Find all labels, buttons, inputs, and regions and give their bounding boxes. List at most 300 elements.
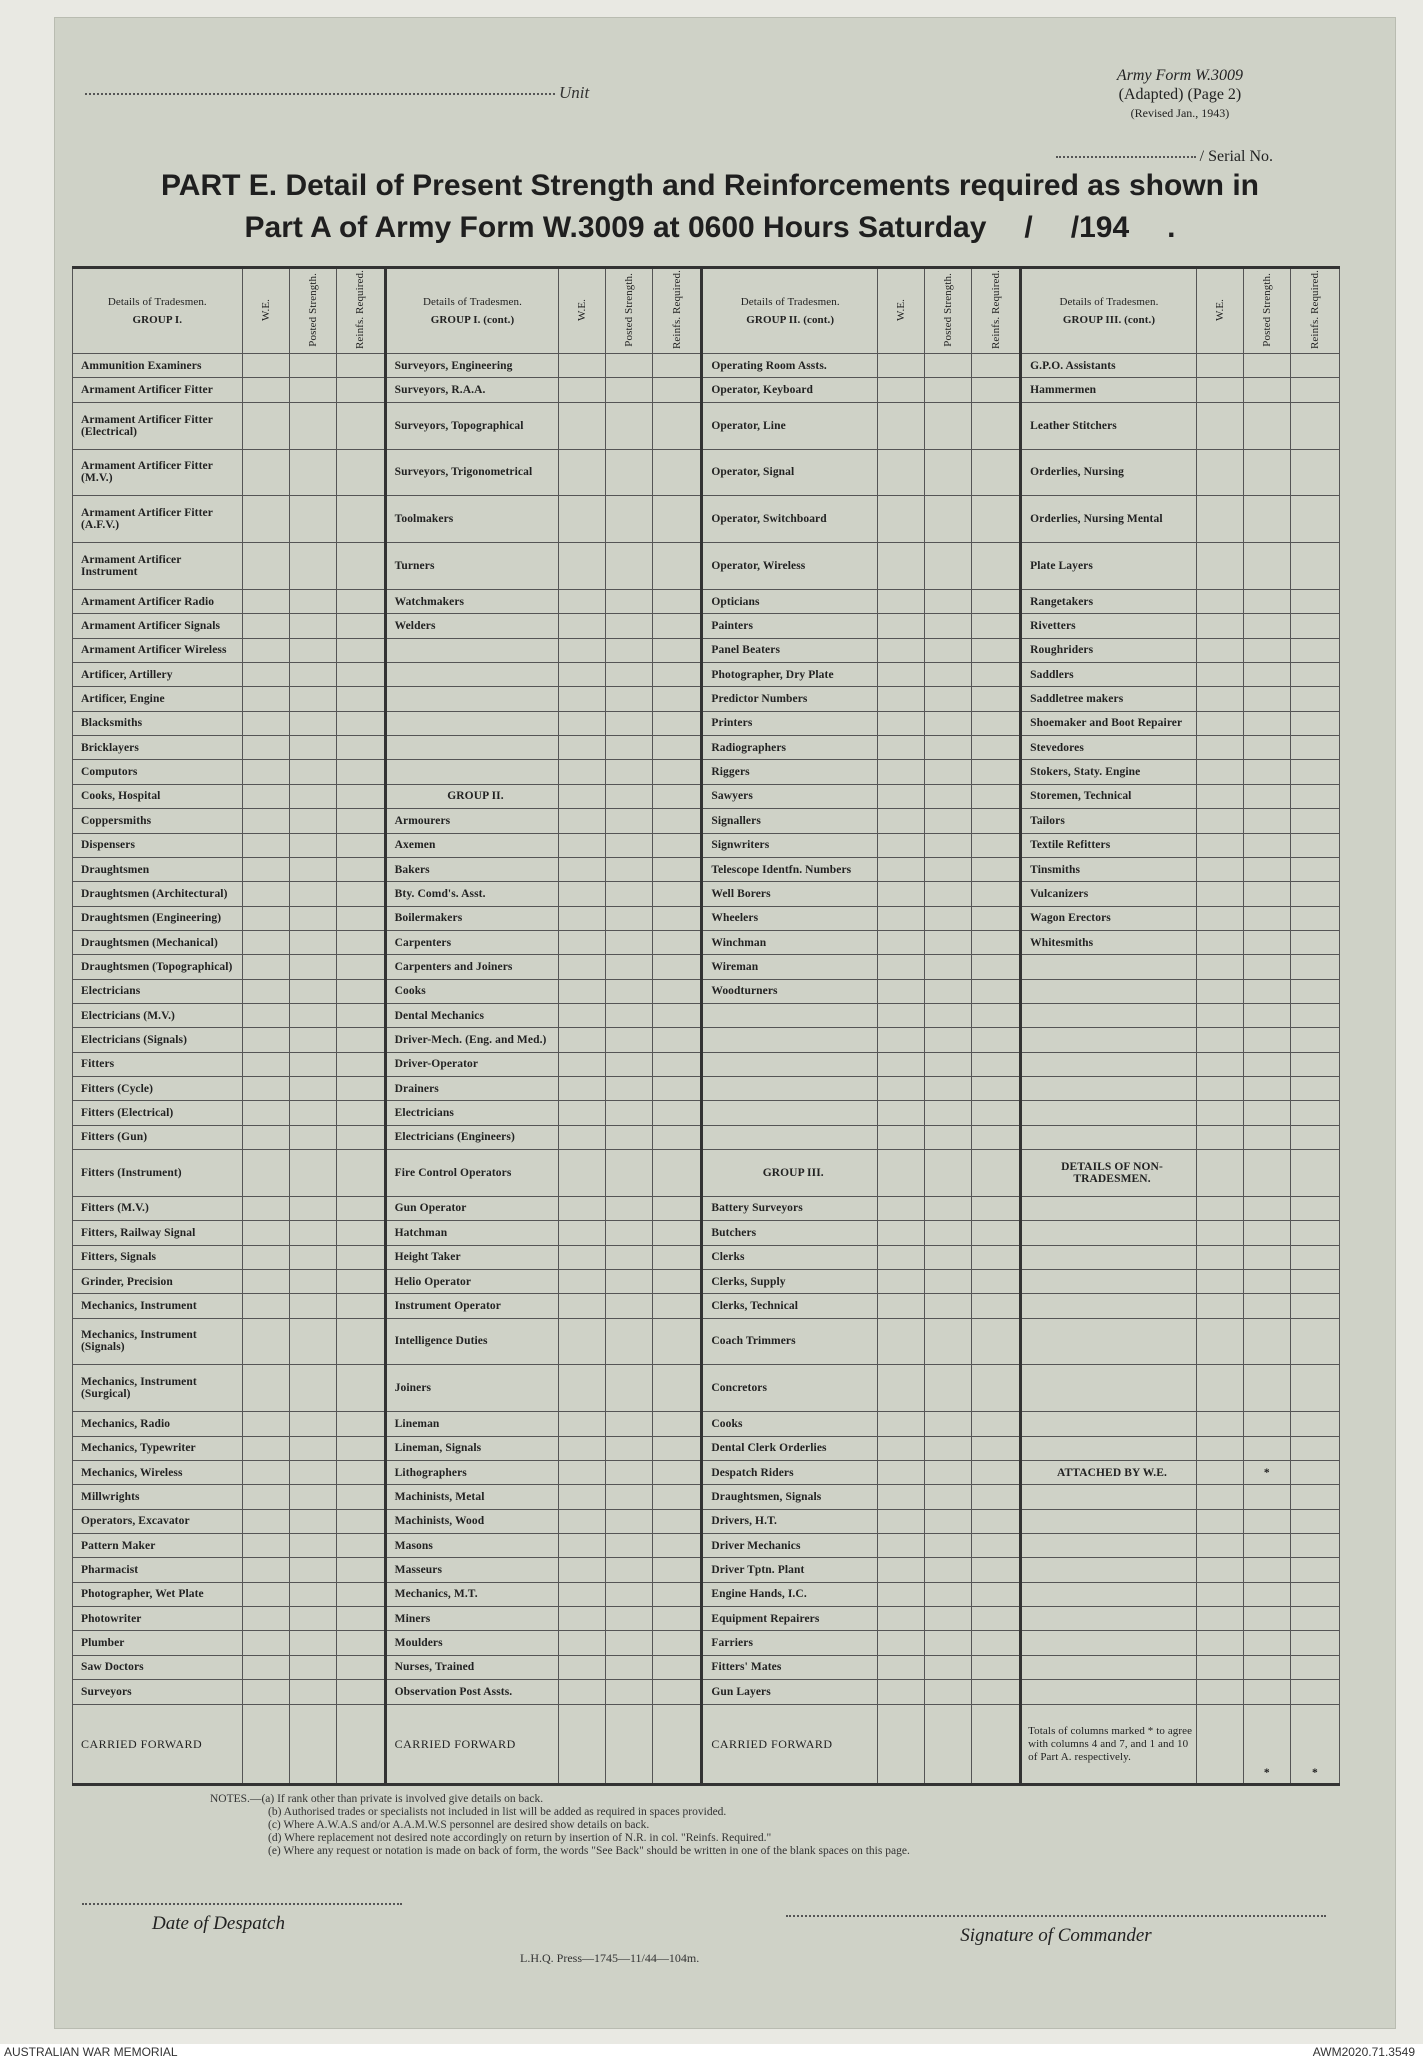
- reinfs-entry-cell[interactable]: [1290, 1003, 1339, 1027]
- we-entry-cell[interactable]: [559, 882, 606, 906]
- we-entry-cell[interactable]: [559, 1269, 606, 1293]
- we-entry-cell[interactable]: [1196, 1196, 1243, 1220]
- reinfs-entry-cell[interactable]: [653, 1125, 702, 1149]
- we-total-cell[interactable]: [242, 1705, 289, 1785]
- reinfs-entry-cell[interactable]: [972, 1460, 1021, 1484]
- reinfs-entry-cell[interactable]: [1290, 378, 1339, 402]
- we-entry-cell[interactable]: [1196, 1149, 1243, 1196]
- reinfs-entry-cell[interactable]: [653, 402, 702, 449]
- posted-entry-cell[interactable]: [1243, 1412, 1290, 1436]
- we-entry-cell[interactable]: [559, 1680, 606, 1705]
- reinfs-entry-cell[interactable]: [653, 1412, 702, 1436]
- reinfs-entry-cell[interactable]: [336, 1318, 385, 1365]
- posted-entry-cell[interactable]: [289, 711, 336, 735]
- posted-entry-cell[interactable]: [289, 1365, 336, 1412]
- posted-entry-cell[interactable]: [289, 449, 336, 496]
- posted-entry-cell[interactable]: [1243, 979, 1290, 1003]
- posted-entry-cell[interactable]: [925, 1436, 972, 1460]
- posted-entry-cell[interactable]: [925, 1003, 972, 1027]
- we-entry-cell[interactable]: [1196, 1365, 1243, 1412]
- we-entry-cell[interactable]: [1196, 378, 1243, 402]
- posted-entry-cell[interactable]: [289, 1076, 336, 1100]
- reinfs-entry-cell[interactable]: [1290, 1294, 1339, 1318]
- we-entry-cell[interactable]: [242, 378, 289, 402]
- we-entry-cell[interactable]: [559, 402, 606, 449]
- posted-entry-cell[interactable]: [925, 1680, 972, 1705]
- posted-entry-cell[interactable]: [925, 687, 972, 711]
- reinfs-entry-cell[interactable]: [653, 1485, 702, 1509]
- posted-entry-cell[interactable]: [289, 1269, 336, 1293]
- reinfs-entry-cell[interactable]: [336, 760, 385, 784]
- posted-entry-cell[interactable]: [925, 1655, 972, 1679]
- we-entry-cell[interactable]: [559, 736, 606, 760]
- posted-entry-cell[interactable]: [606, 663, 653, 687]
- we-entry-cell[interactable]: [878, 857, 925, 881]
- reinfs-entry-cell[interactable]: [653, 1003, 702, 1027]
- we-entry-cell[interactable]: [242, 784, 289, 808]
- reinfs-entry-cell[interactable]: [1290, 930, 1339, 954]
- we-entry-cell[interactable]: [878, 1436, 925, 1460]
- reinfs-entry-cell[interactable]: [653, 1245, 702, 1269]
- we-entry-cell[interactable]: [242, 1221, 289, 1245]
- we-entry-cell[interactable]: [878, 1412, 925, 1436]
- we-entry-cell[interactable]: [559, 663, 606, 687]
- reinfs-entry-cell[interactable]: [972, 590, 1021, 614]
- posted-entry-cell[interactable]: [606, 1149, 653, 1196]
- we-entry-cell[interactable]: [1196, 354, 1243, 378]
- we-entry-cell[interactable]: [878, 1221, 925, 1245]
- reinfs-entry-cell[interactable]: [1290, 809, 1339, 833]
- posted-entry-cell[interactable]: [1243, 833, 1290, 857]
- posted-entry-cell[interactable]: [1243, 1436, 1290, 1460]
- reinfs-entry-cell[interactable]: [653, 614, 702, 638]
- reinfs-entry-cell[interactable]: [653, 1269, 702, 1293]
- reinfs-entry-cell[interactable]: [336, 354, 385, 378]
- reinfs-entry-cell[interactable]: [653, 1076, 702, 1100]
- reinfs-entry-cell[interactable]: [336, 1436, 385, 1460]
- we-entry-cell[interactable]: [242, 1101, 289, 1125]
- reinfs-entry-cell[interactable]: [336, 1221, 385, 1245]
- posted-entry-cell[interactable]: [925, 354, 972, 378]
- posted-entry-cell[interactable]: [925, 857, 972, 881]
- reinfs-entry-cell[interactable]: [1290, 882, 1339, 906]
- reinfs-entry-cell[interactable]: [336, 882, 385, 906]
- reinfs-entry-cell[interactable]: [1290, 979, 1339, 1003]
- reinfs-entry-cell[interactable]: [653, 1655, 702, 1679]
- we-entry-cell[interactable]: [242, 1052, 289, 1076]
- we-entry-cell[interactable]: [1196, 1294, 1243, 1318]
- posted-entry-cell[interactable]: [925, 1028, 972, 1052]
- reinfs-entry-cell[interactable]: [1290, 1655, 1339, 1679]
- reinfs-entry-cell[interactable]: [1290, 711, 1339, 735]
- reinfs-entry-cell[interactable]: [336, 711, 385, 735]
- posted-entry-cell[interactable]: [1243, 1582, 1290, 1606]
- we-entry-cell[interactable]: [1196, 882, 1243, 906]
- we-entry-cell[interactable]: [878, 979, 925, 1003]
- we-entry-cell[interactable]: [559, 1294, 606, 1318]
- posted-entry-cell[interactable]: [1243, 1485, 1290, 1509]
- we-entry-cell[interactable]: [559, 1245, 606, 1269]
- reinfs-entry-cell[interactable]: [653, 1028, 702, 1052]
- posted-entry-cell[interactable]: [1243, 1028, 1290, 1052]
- we-entry-cell[interactable]: [878, 955, 925, 979]
- reinfs-entry-cell[interactable]: [972, 1509, 1021, 1533]
- we-entry-cell[interactable]: [878, 784, 925, 808]
- posted-entry-cell[interactable]: [925, 882, 972, 906]
- posted-entry-cell[interactable]: [606, 1606, 653, 1630]
- reinfs-entry-cell[interactable]: [972, 1655, 1021, 1679]
- reinfs-entry-cell[interactable]: [972, 906, 1021, 930]
- we-entry-cell[interactable]: [878, 1509, 925, 1533]
- posted-entry-cell[interactable]: [289, 1680, 336, 1705]
- reinfs-entry-cell[interactable]: [1290, 1221, 1339, 1245]
- reinfs-entry-cell[interactable]: [972, 1318, 1021, 1365]
- reinfs-entry-cell[interactable]: [653, 1582, 702, 1606]
- we-entry-cell[interactable]: [878, 1680, 925, 1705]
- we-entry-cell[interactable]: [242, 1003, 289, 1027]
- reinfs-entry-cell[interactable]: [972, 882, 1021, 906]
- reinfs-entry-cell[interactable]: [972, 1533, 1021, 1557]
- reinfs-entry-cell[interactable]: [972, 1028, 1021, 1052]
- posted-entry-cell[interactable]: [1243, 736, 1290, 760]
- reinfs-entry-cell[interactable]: [972, 687, 1021, 711]
- we-entry-cell[interactable]: [1196, 1412, 1243, 1436]
- posted-entry-cell[interactable]: [289, 1003, 336, 1027]
- posted-entry-cell[interactable]: [925, 1196, 972, 1220]
- we-entry-cell[interactable]: [559, 496, 606, 543]
- reinfs-entry-cell[interactable]: [336, 1149, 385, 1196]
- reinfs-entry-cell[interactable]: [653, 833, 702, 857]
- posted-entry-cell[interactable]: [1243, 906, 1290, 930]
- posted-entry-cell[interactable]: [925, 784, 972, 808]
- reinfs-entry-cell[interactable]: [653, 378, 702, 402]
- reinfs-entry-cell[interactable]: [653, 1460, 702, 1484]
- we-entry-cell[interactable]: [242, 663, 289, 687]
- we-entry-cell[interactable]: [559, 1003, 606, 1027]
- posted-entry-cell[interactable]: [1243, 354, 1290, 378]
- we-entry-cell[interactable]: [878, 354, 925, 378]
- posted-entry-cell[interactable]: [606, 930, 653, 954]
- we-entry-cell[interactable]: [559, 1221, 606, 1245]
- reinfs-entry-cell[interactable]: [653, 979, 702, 1003]
- posted-entry-cell[interactable]: [289, 784, 336, 808]
- we-entry-cell[interactable]: [242, 760, 289, 784]
- posted-entry-cell[interactable]: [925, 663, 972, 687]
- we-entry-cell[interactable]: [242, 979, 289, 1003]
- reinfs-entry-cell[interactable]: [653, 882, 702, 906]
- reinfs-entry-cell[interactable]: [972, 1412, 1021, 1436]
- reinfs-entry-cell[interactable]: [336, 1269, 385, 1293]
- posted-entry-cell[interactable]: [925, 1076, 972, 1100]
- reinfs-entry-cell[interactable]: [1290, 543, 1339, 590]
- reinfs-entry-cell[interactable]: [336, 1460, 385, 1484]
- reinfs-entry-cell[interactable]: [336, 638, 385, 662]
- posted-entry-cell[interactable]: [925, 1269, 972, 1293]
- we-entry-cell[interactable]: [878, 663, 925, 687]
- we-entry-cell[interactable]: [559, 1365, 606, 1412]
- posted-entry-cell[interactable]: [606, 1196, 653, 1220]
- reinfs-entry-cell[interactable]: [653, 1149, 702, 1196]
- reinfs-entry-cell[interactable]: [653, 1221, 702, 1245]
- posted-entry-cell[interactable]: [606, 760, 653, 784]
- reinfs-entry-cell[interactable]: [1290, 663, 1339, 687]
- we-entry-cell[interactable]: [878, 543, 925, 590]
- reinfs-entry-cell[interactable]: [1290, 1365, 1339, 1412]
- we-entry-cell[interactable]: [242, 1606, 289, 1630]
- reinfs-entry-cell[interactable]: [653, 638, 702, 662]
- we-entry-cell[interactable]: [1196, 1318, 1243, 1365]
- we-entry-cell[interactable]: [1196, 496, 1243, 543]
- reinfs-entry-cell[interactable]: [336, 784, 385, 808]
- we-entry-cell[interactable]: [242, 543, 289, 590]
- we-entry-cell[interactable]: [559, 1149, 606, 1196]
- posted-entry-cell[interactable]: [925, 1509, 972, 1533]
- reinfs-entry-cell[interactable]: [336, 543, 385, 590]
- reinfs-entry-cell[interactable]: [972, 1003, 1021, 1027]
- we-entry-cell[interactable]: [242, 1680, 289, 1705]
- we-entry-cell[interactable]: [1196, 1680, 1243, 1705]
- posted-entry-cell[interactable]: [925, 378, 972, 402]
- posted-entry-cell[interactable]: [925, 1294, 972, 1318]
- reinfs-entry-cell[interactable]: [336, 1509, 385, 1533]
- posted-entry-cell[interactable]: [289, 687, 336, 711]
- reinfs-entry-cell[interactable]: [336, 449, 385, 496]
- reinfs-entry-cell[interactable]: [972, 1582, 1021, 1606]
- posted-entry-cell[interactable]: [606, 1582, 653, 1606]
- reinfs-entry-cell[interactable]: [1290, 857, 1339, 881]
- reinfs-total-cell[interactable]: *: [1290, 1705, 1339, 1785]
- reinfs-entry-cell[interactable]: [1290, 1485, 1339, 1509]
- posted-entry-cell[interactable]: [1243, 1003, 1290, 1027]
- we-entry-cell[interactable]: [242, 809, 289, 833]
- posted-entry-cell[interactable]: [925, 1221, 972, 1245]
- reinfs-entry-cell[interactable]: [972, 784, 1021, 808]
- reinfs-entry-cell[interactable]: [1290, 1028, 1339, 1052]
- reinfs-entry-cell[interactable]: [653, 1101, 702, 1125]
- posted-entry-cell[interactable]: [1243, 1558, 1290, 1582]
- we-entry-cell[interactable]: [878, 1269, 925, 1293]
- reinfs-entry-cell[interactable]: [653, 1558, 702, 1582]
- posted-entry-cell[interactable]: [289, 1245, 336, 1269]
- we-entry-cell[interactable]: [559, 760, 606, 784]
- reinfs-entry-cell[interactable]: [972, 711, 1021, 735]
- reinfs-entry-cell[interactable]: [972, 1101, 1021, 1125]
- posted-entry-cell[interactable]: [925, 1125, 972, 1149]
- reinfs-entry-cell[interactable]: [972, 1052, 1021, 1076]
- reinfs-entry-cell[interactable]: [653, 663, 702, 687]
- reinfs-entry-cell[interactable]: [336, 1582, 385, 1606]
- posted-entry-cell[interactable]: [289, 882, 336, 906]
- posted-entry-cell[interactable]: [1243, 1269, 1290, 1293]
- we-entry-cell[interactable]: [1196, 663, 1243, 687]
- posted-entry-cell[interactable]: [1243, 1533, 1290, 1557]
- we-entry-cell[interactable]: [878, 760, 925, 784]
- reinfs-entry-cell[interactable]: [653, 1318, 702, 1365]
- posted-entry-cell[interactable]: [925, 590, 972, 614]
- we-entry-cell[interactable]: [559, 809, 606, 833]
- we-entry-cell[interactable]: [242, 402, 289, 449]
- reinfs-entry-cell[interactable]: [1290, 1436, 1339, 1460]
- posted-total-cell[interactable]: [606, 1705, 653, 1785]
- posted-entry-cell[interactable]: [1243, 1294, 1290, 1318]
- we-entry-cell[interactable]: [878, 687, 925, 711]
- reinfs-entry-cell[interactable]: [336, 496, 385, 543]
- reinfs-entry-cell[interactable]: [972, 809, 1021, 833]
- reinfs-entry-cell[interactable]: [336, 1631, 385, 1655]
- we-entry-cell[interactable]: [1196, 930, 1243, 954]
- reinfs-entry-cell[interactable]: [336, 1196, 385, 1220]
- we-entry-cell[interactable]: [878, 449, 925, 496]
- we-entry-cell[interactable]: [1196, 1460, 1243, 1484]
- posted-entry-cell[interactable]: [606, 1003, 653, 1027]
- we-entry-cell[interactable]: [242, 1294, 289, 1318]
- reinfs-entry-cell[interactable]: [972, 378, 1021, 402]
- reinfs-entry-cell[interactable]: [336, 1680, 385, 1705]
- posted-entry-cell[interactable]: [1243, 1149, 1290, 1196]
- posted-entry-cell[interactable]: [606, 784, 653, 808]
- reinfs-entry-cell[interactable]: [972, 1436, 1021, 1460]
- reinfs-entry-cell[interactable]: [1290, 1052, 1339, 1076]
- posted-entry-cell[interactable]: [289, 496, 336, 543]
- posted-entry-cell[interactable]: [925, 711, 972, 735]
- we-entry-cell[interactable]: [559, 1052, 606, 1076]
- we-entry-cell[interactable]: [878, 378, 925, 402]
- we-entry-cell[interactable]: [242, 354, 289, 378]
- posted-entry-cell[interactable]: [606, 638, 653, 662]
- reinfs-entry-cell[interactable]: [972, 955, 1021, 979]
- posted-entry-cell[interactable]: [289, 1196, 336, 1220]
- reinfs-entry-cell[interactable]: [972, 1221, 1021, 1245]
- we-entry-cell[interactable]: [242, 736, 289, 760]
- posted-entry-cell[interactable]: [289, 402, 336, 449]
- we-entry-cell[interactable]: [878, 930, 925, 954]
- reinfs-entry-cell[interactable]: [653, 1680, 702, 1705]
- we-entry-cell[interactable]: [1196, 449, 1243, 496]
- posted-entry-cell[interactable]: [606, 496, 653, 543]
- reinfs-entry-cell[interactable]: [1290, 1101, 1339, 1125]
- we-entry-cell[interactable]: [559, 1028, 606, 1052]
- posted-entry-cell[interactable]: [925, 1245, 972, 1269]
- posted-entry-cell[interactable]: [1243, 543, 1290, 590]
- reinfs-entry-cell[interactable]: [336, 590, 385, 614]
- posted-entry-cell[interactable]: [289, 1101, 336, 1125]
- posted-entry-cell[interactable]: [606, 378, 653, 402]
- posted-entry-cell[interactable]: [1243, 1221, 1290, 1245]
- reinfs-entry-cell[interactable]: [1290, 1680, 1339, 1705]
- posted-entry-cell[interactable]: [289, 979, 336, 1003]
- reinfs-entry-cell[interactable]: [972, 638, 1021, 662]
- reinfs-entry-cell[interactable]: [1290, 614, 1339, 638]
- we-entry-cell[interactable]: [1196, 955, 1243, 979]
- reinfs-entry-cell[interactable]: [1290, 955, 1339, 979]
- reinfs-entry-cell[interactable]: [972, 1245, 1021, 1269]
- posted-entry-cell[interactable]: [1243, 1655, 1290, 1679]
- we-entry-cell[interactable]: [559, 1582, 606, 1606]
- we-entry-cell[interactable]: [242, 906, 289, 930]
- we-entry-cell[interactable]: [559, 449, 606, 496]
- we-entry-cell[interactable]: [878, 882, 925, 906]
- reinfs-entry-cell[interactable]: [972, 543, 1021, 590]
- posted-entry-cell[interactable]: [925, 1412, 972, 1436]
- reinfs-entry-cell[interactable]: [336, 1558, 385, 1582]
- we-entry-cell[interactable]: [242, 1196, 289, 1220]
- we-entry-cell[interactable]: [878, 809, 925, 833]
- posted-entry-cell[interactable]: [289, 1582, 336, 1606]
- posted-entry-cell[interactable]: [1243, 809, 1290, 833]
- we-entry-cell[interactable]: [242, 1149, 289, 1196]
- posted-entry-cell[interactable]: [1243, 1245, 1290, 1269]
- we-entry-cell[interactable]: [559, 378, 606, 402]
- reinfs-entry-cell[interactable]: [336, 736, 385, 760]
- we-total-cell[interactable]: [559, 1705, 606, 1785]
- we-entry-cell[interactable]: [242, 857, 289, 881]
- reinfs-entry-cell[interactable]: [1290, 784, 1339, 808]
- reinfs-entry-cell[interactable]: [1290, 1245, 1339, 1269]
- reinfs-entry-cell[interactable]: [1290, 590, 1339, 614]
- we-entry-cell[interactable]: [1196, 979, 1243, 1003]
- unit-dotted-line[interactable]: [85, 93, 555, 95]
- reinfs-entry-cell[interactable]: [653, 930, 702, 954]
- posted-entry-cell[interactable]: [289, 543, 336, 590]
- posted-entry-cell[interactable]: [1243, 1052, 1290, 1076]
- reinfs-entry-cell[interactable]: [653, 1509, 702, 1533]
- posted-total-cell[interactable]: [925, 1705, 972, 1785]
- posted-entry-cell[interactable]: [925, 906, 972, 930]
- posted-entry-cell[interactable]: [1243, 760, 1290, 784]
- we-entry-cell[interactable]: [1196, 638, 1243, 662]
- we-entry-cell[interactable]: [878, 1558, 925, 1582]
- posted-entry-cell[interactable]: [1243, 1509, 1290, 1533]
- reinfs-entry-cell[interactable]: [1290, 906, 1339, 930]
- reinfs-entry-cell[interactable]: [336, 1028, 385, 1052]
- we-entry-cell[interactable]: [1196, 402, 1243, 449]
- we-entry-cell[interactable]: [1196, 543, 1243, 590]
- reinfs-entry-cell[interactable]: [972, 1269, 1021, 1293]
- reinfs-entry-cell[interactable]: [1290, 1558, 1339, 1582]
- posted-entry-cell[interactable]: [606, 1076, 653, 1100]
- reinfs-entry-cell[interactable]: [1290, 1269, 1339, 1293]
- posted-entry-cell[interactable]: [925, 496, 972, 543]
- signature-of-commander-field[interactable]: [786, 1915, 1326, 1947]
- posted-entry-cell[interactable]: [289, 955, 336, 979]
- reinfs-entry-cell[interactable]: [336, 1412, 385, 1436]
- reinfs-total-cell[interactable]: [653, 1705, 702, 1785]
- we-entry-cell[interactable]: [878, 906, 925, 930]
- reinfs-entry-cell[interactable]: [653, 1365, 702, 1412]
- reinfs-entry-cell[interactable]: [972, 979, 1021, 1003]
- we-entry-cell[interactable]: [878, 1533, 925, 1557]
- posted-entry-cell[interactable]: [606, 402, 653, 449]
- posted-entry-cell[interactable]: [1243, 1680, 1290, 1705]
- reinfs-entry-cell[interactable]: [336, 378, 385, 402]
- posted-entry-cell[interactable]: [606, 1509, 653, 1533]
- we-entry-cell[interactable]: [1196, 1655, 1243, 1679]
- posted-entry-cell[interactable]: [606, 1436, 653, 1460]
- reinfs-entry-cell[interactable]: [653, 590, 702, 614]
- reinfs-entry-cell[interactable]: [1290, 1149, 1339, 1196]
- posted-entry-cell[interactable]: [925, 1318, 972, 1365]
- posted-entry-cell[interactable]: [1243, 857, 1290, 881]
- reinfs-entry-cell[interactable]: [1290, 1509, 1339, 1533]
- posted-entry-cell[interactable]: [289, 1221, 336, 1245]
- we-entry-cell[interactable]: [878, 711, 925, 735]
- reinfs-entry-cell[interactable]: [1290, 1460, 1339, 1484]
- we-total-cell[interactable]: [1196, 1705, 1243, 1785]
- we-entry-cell[interactable]: [242, 1436, 289, 1460]
- we-entry-cell[interactable]: [1196, 1533, 1243, 1557]
- posted-entry-cell[interactable]: [289, 1149, 336, 1196]
- posted-entry-cell[interactable]: [606, 1294, 653, 1318]
